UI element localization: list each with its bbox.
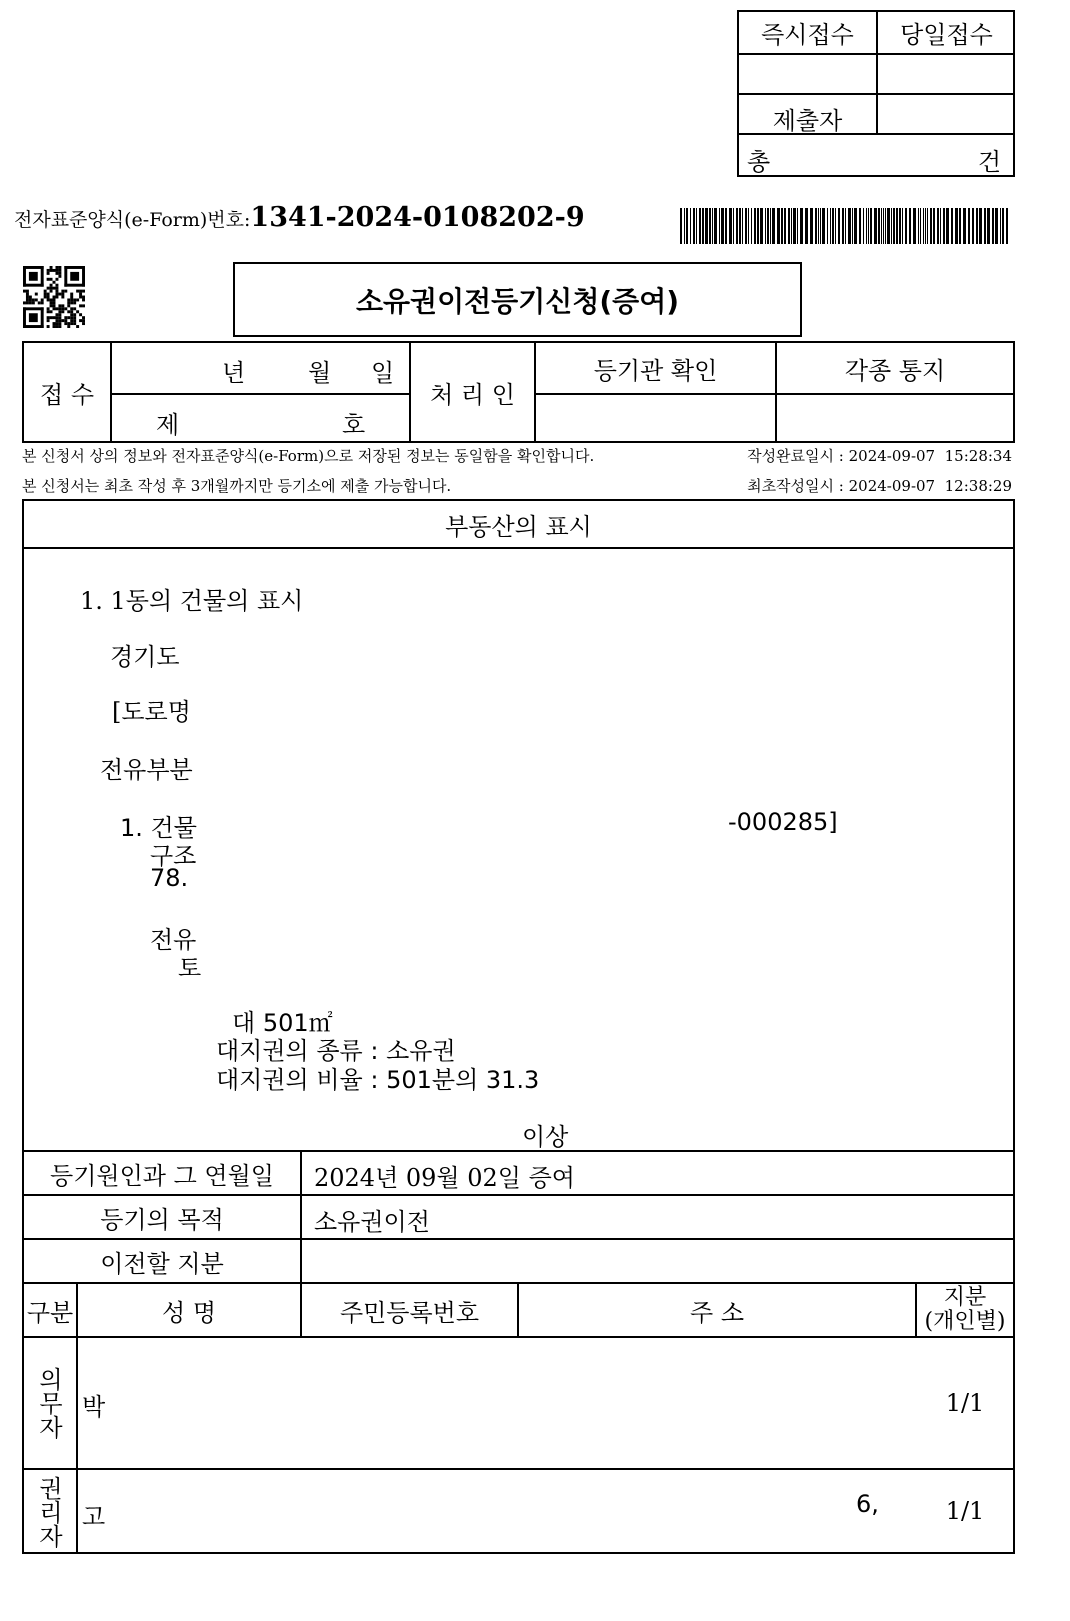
obligor-label: 의무자	[34, 1367, 63, 1439]
land-sub-label: 토	[178, 954, 202, 982]
receipt-no-suffix: 호	[342, 411, 366, 439]
processor-label: 처 리 인	[430, 380, 515, 409]
month-label: 월	[308, 359, 332, 387]
property-item-1: 1. 1동의 건물의 표시	[80, 587, 304, 615]
qr-code-icon	[23, 266, 85, 328]
purpose-value: 소유권이전	[314, 1208, 430, 1236]
property-address: 경기도	[110, 643, 180, 671]
building-line-tail: -000285]	[728, 808, 838, 836]
obligee-name: 고	[82, 1503, 106, 1531]
form-title-box	[233, 262, 802, 337]
receipt-no-prefix: 제	[156, 411, 180, 439]
registrar-confirm-label: 등기관 확인	[593, 356, 718, 385]
col-share-header-1: 지분	[943, 1285, 987, 1310]
obligee-address-tail: 6,	[856, 1490, 879, 1518]
total-suffix: 건	[977, 148, 1001, 176]
building-line: 1. 건물	[120, 814, 197, 842]
obligor-name: 박	[82, 1393, 106, 1421]
cause-label: 등기원인과 그 연월일	[50, 1161, 274, 1190]
parties-table	[22, 1282, 1015, 1554]
property-header: 부동산의 표시	[445, 512, 592, 541]
note-line-2: 본 신청서는 최초 작성 후 3개월까지만 등기소에 제출 가능합니다.	[22, 477, 452, 495]
note-line-1: 본 신청서 상의 정보와 전자표준양식(e-Form)으로 저장된 정보는 동일함을 확인합니다.	[22, 447, 595, 465]
purpose-label: 등기의 목적	[100, 1205, 224, 1234]
share-label: 이전할 지분	[100, 1249, 224, 1278]
instant-receipt-header: 즉시접수	[761, 21, 854, 49]
same-day-receipt-header: 당일접수	[900, 21, 993, 49]
obligee-label: 권리자	[34, 1476, 63, 1548]
land-right-ratio: 대지권의 비율 : 501분의 31.3	[216, 1066, 540, 1094]
col-share-header-2: (개인별)	[924, 1309, 1006, 1334]
col-address-header: 주 소	[690, 1298, 744, 1327]
col-id-header: 주민등록번호	[339, 1298, 480, 1327]
submitter-label: 제출자	[772, 106, 843, 135]
created-timestamp: 최초작성일시 : 2024-09-07 12:38:29	[747, 477, 1012, 495]
exclusive-part-label: 전유부분	[100, 756, 193, 784]
eform-value: 1341-2024-0108202-9	[250, 202, 585, 233]
obligor-share: 1/1	[945, 1389, 985, 1417]
area-line: 78.	[150, 864, 189, 892]
col-share-header	[917, 1284, 1013, 1336]
eform-label: 전자표준양식(e-Form)번호:	[14, 209, 251, 231]
eform-number	[14, 202, 585, 233]
land-area: 대 501㎡	[232, 1009, 333, 1037]
property-end-mark: 이상	[522, 1123, 569, 1151]
registration-info-table	[22, 1150, 1015, 1284]
completed-timestamp: 작성완료일시 : 2024-09-07 15:28:34	[747, 447, 1012, 465]
total-prefix: 총	[747, 148, 771, 176]
col-type-header: 구분	[26, 1298, 74, 1327]
receipt-table	[22, 341, 1015, 443]
land-right-type: 대지권의 종류 : 소유권	[216, 1037, 456, 1065]
cause-value: 2024년 09월 02일 증여	[314, 1164, 575, 1192]
receipt-box	[737, 10, 1015, 177]
barcode-icon	[680, 208, 1010, 244]
day-label: 일	[371, 359, 395, 387]
land-right-label: 전유	[150, 926, 197, 954]
property-road-address: [도로명	[112, 698, 191, 726]
form-title: 소유권이전등기신청(증여)	[355, 284, 680, 318]
receipt-label: 접 수	[40, 380, 94, 409]
year-label: 년	[222, 359, 246, 387]
col-name-header: 성 명	[162, 1298, 216, 1327]
obligee-share: 1/1	[945, 1497, 985, 1525]
notices-label: 각종 통지	[844, 356, 946, 385]
structure-line: 구조	[150, 842, 197, 870]
